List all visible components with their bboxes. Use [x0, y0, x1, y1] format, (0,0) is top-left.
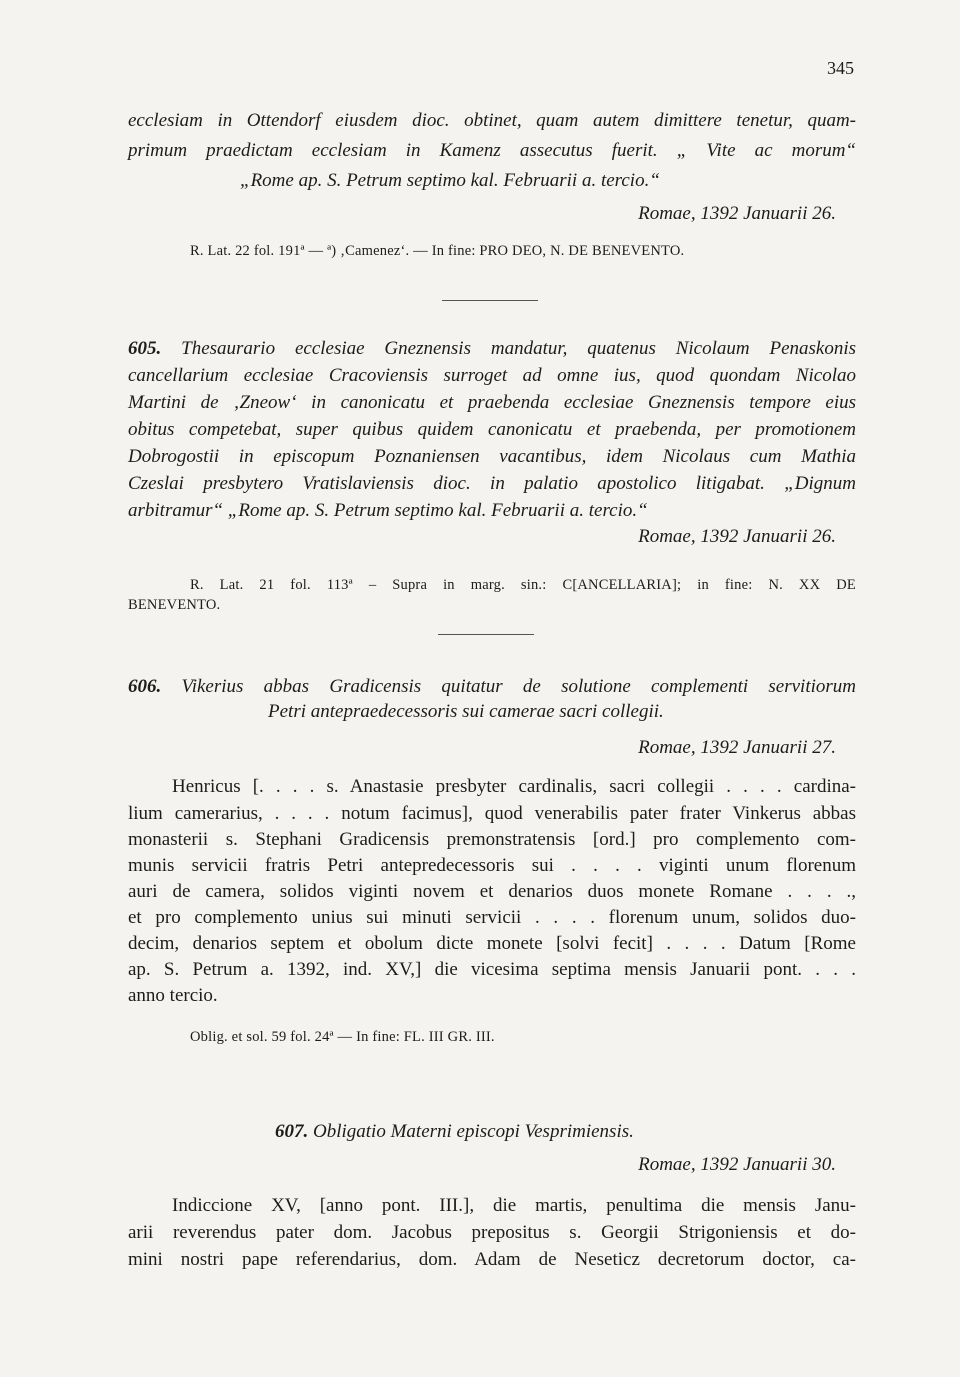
separator-rule — [442, 300, 538, 301]
entry-605-line-5: Dobrogostii in episcopum Poznaniensen vacantibus, idem Nicolaus cum Mathia — [128, 446, 856, 467]
entry-606-body-line-8: ap. S. Petrum a. 1392, ind. XV,] die vicesima septima mensis Januarii pont. . . . — [128, 959, 856, 980]
entry-606-number: 606. — [128, 676, 162, 697]
entry-607-date: Romae, 1392 Januarii 30. — [638, 1154, 836, 1175]
entry-606-body-line-9: anno tercio. — [128, 985, 218, 1006]
entry-606-body-line-3: monasterii s. Stephani Gradicensis premonstratensis [ord.] pro complemento com- — [128, 829, 856, 850]
entry-606-body-line-7: decim, denarios septem et obolum dicte monete [solvi fecit] . . . . Datum [Rome — [128, 933, 856, 954]
entry-606-body-line-4: munis servicii fratris Petri antepredecessoris sui . . . . viginti unum florenum — [128, 855, 856, 876]
entry-606-body-line-1: Henricus [. . . . s. Anastasie presbyter cardinalis, sacri collegii . . . . cardina- — [172, 776, 856, 797]
entry-605-line-6: Czeslai presbytero Vratislaviensis dioc. in palatio apostolico litigabat. „Dignum — [128, 473, 856, 494]
entry-605-line-1: 605. Thesaurario ecclesiae Gneznensis mandatur, quatenus Nicolaum Penaskonis — [128, 338, 857, 359]
entry-607-body-line-3: mini nostri pape referendarius, dom. Adam de Neseticz decretorum doctor, ca- — [128, 1249, 856, 1270]
entry-605-date: Romae, 1392 Januarii 26. — [638, 526, 836, 547]
entry-605-note-line-2: BENEVENTO. — [128, 597, 221, 613]
separator-rule — [438, 634, 534, 635]
entry-606-date: Romae, 1392 Januarii 27. — [638, 737, 836, 758]
entry-605-number: 605. — [128, 338, 162, 359]
entry-605-line-2: cancellarium ecclesiae Cracoviensis surroget ad omne ius, quod quondam Nicolao — [128, 365, 856, 386]
entry-607-body-line-2: arii reverendus pater dom. Jacobus prepositus s. Georgii Strigoniensis et do- — [128, 1222, 856, 1243]
continuation-note: R. Lat. 22 fol. 191ª — ª) ‚Camenez‘. — In fine: PRO DEO, N. DE BENEVENTO. — [190, 243, 685, 259]
entry-606-body-line-6: et pro complemento unius sui minuti servicii . . . . florenum unum, solidos duo- — [128, 907, 856, 928]
continuation-line-2: primum praedictam ecclesiam in Kamenz assecutus fuerit. „ Vite ac morum“ — [128, 140, 856, 161]
continuation-line-3: „Rome ap. S. Petrum septimo kal. Februarii a. tercio.“ — [240, 170, 660, 191]
entry-607-title: 607. Obligatio Materni episcopi Vesprimiensis. — [275, 1121, 634, 1142]
entry-605-note-line-1: R. Lat. 21 fol. 113ª – Supra in marg. sin.: C[ANCELLARIA]; in fine: N. XX DE — [190, 577, 856, 593]
continuation-line-1: ecclesiam in Ottendorf eiusdem dioc. obtinet, quam autem dimittere tenetur, quam- — [128, 110, 856, 131]
entry-606-body-line-2: lium camerarius, . . . . notum facimus], quod venerabilis pater frater Vinkerus abbas — [128, 803, 856, 824]
entry-606-title-line-2: Petri antepraedecessoris sui camerae sacri collegii. — [268, 701, 664, 722]
entry-606-body-line-5: auri de camera, solidos viginti novem et denarios duos monete Romane . . . ., — [128, 881, 856, 902]
entry-606-note: Oblig. et sol. 59 fol. 24ª — In fine: FL. III GR. III. — [190, 1029, 495, 1045]
entry-607-body-line-1: Indiccione XV, [anno pont. III.], die martis, penultima die mensis Janu- — [172, 1195, 856, 1216]
entry-607-number: 607. — [275, 1121, 309, 1142]
entry-606-title-line-1: 606. Vikerius abbas Gradicensis quitatur de solutione complementi servitiorum — [128, 676, 857, 697]
page-number: 345 — [827, 58, 854, 78]
entry-605-line-7: arbitramur“ „Rome ap. S. Petrum septimo kal. Februarii a. tercio.“ — [128, 500, 648, 521]
entry-605-line-3: Martini de ‚Zneow‘ in canonicatu et praebenda ecclesiae Gneznensis tempore eius — [128, 392, 856, 413]
continuation-date: Romae, 1392 Januarii 26. — [638, 203, 836, 224]
entry-605-line-4: obitus competebat, super quibus quidem canonicatu et praebenda, per promotionem — [128, 419, 856, 440]
